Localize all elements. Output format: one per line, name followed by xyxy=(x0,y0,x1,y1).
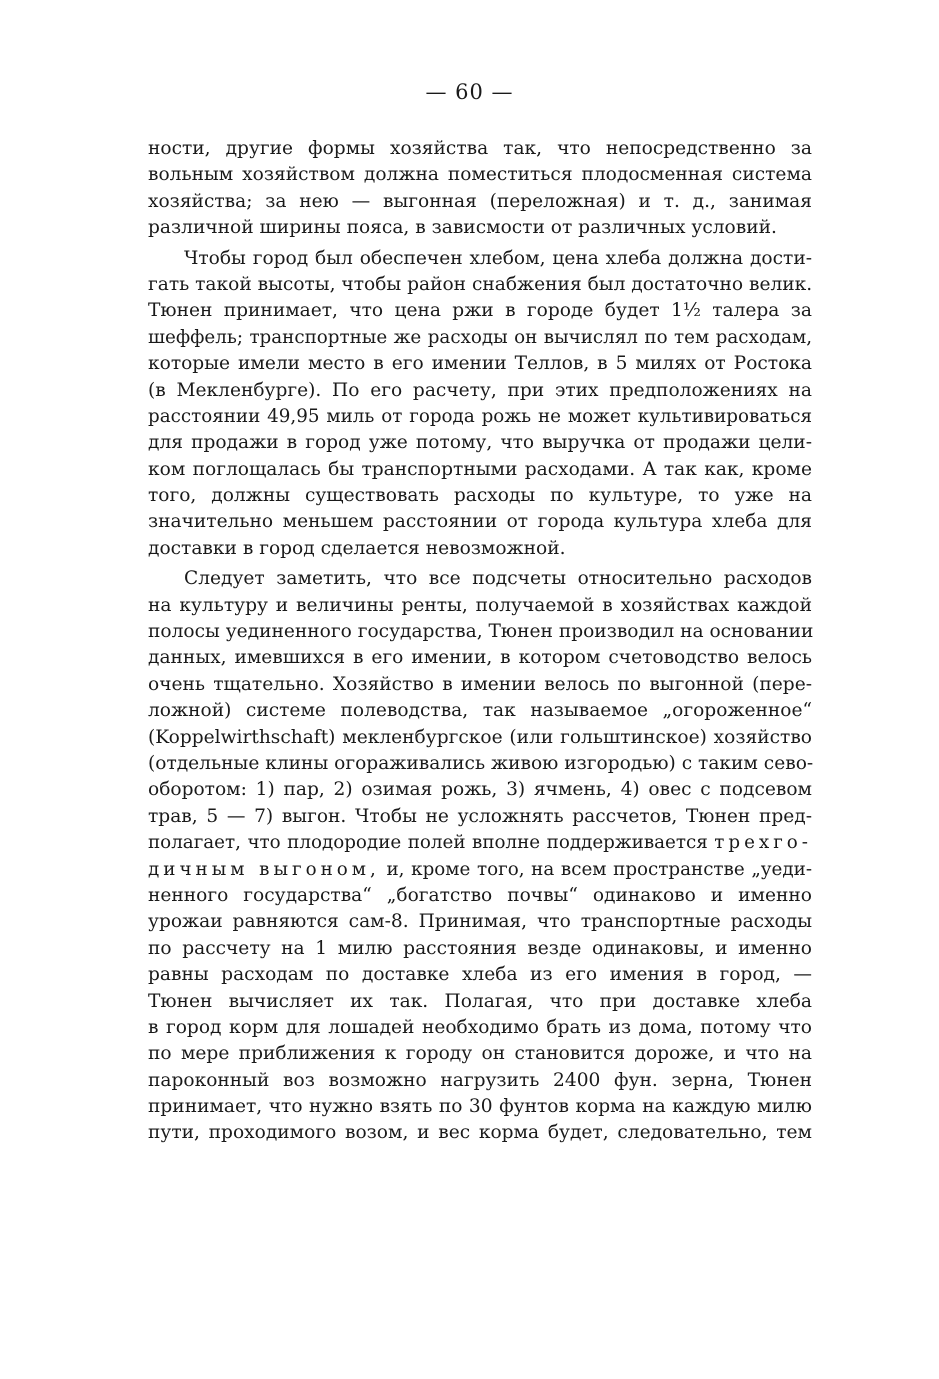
text-line: по рассчету на 1 милю расстояния везде одинаковы, и именно xyxy=(148,937,812,959)
text-line: различной ширины пояса, в зависмости от различных условий. xyxy=(148,217,777,239)
text-line: очень тщательно. Хозяйство в имении велось по выгонной (пере- xyxy=(148,673,812,695)
text-line: Следует заметить, что все подсчеты относительно расходов xyxy=(184,568,812,590)
emphasized-text: трехго- xyxy=(714,832,812,854)
text-line: пароконный воз возможно нагрузить 2400 фун. зерна, Тюнен xyxy=(148,1069,812,1091)
text-line: данных, имевшихся в его имении, в котором счетоводство велось xyxy=(148,647,812,669)
text-line: расстоянии 49,95 миль от города рожь не может культивироваться xyxy=(148,405,812,427)
text-line: по мере приближения к городу он становится дороже, и что на xyxy=(148,1043,812,1065)
text-line: (в Мекленбурге). По его расчету, при этих предположениях на xyxy=(148,379,812,401)
text-line xyxy=(148,857,812,883)
text-line: принимает, что нужно взять по 30 фунтов корма на каждую милю xyxy=(148,1096,812,1118)
text-line: хозяйства; за нею — выгонная (переложная) и т. д., занимая xyxy=(148,190,812,212)
page-number: — 60 — xyxy=(425,80,514,104)
text-line: вольным хозяйством должна поместиться плодосменная система xyxy=(148,164,812,186)
text-line: оборотом: 1) пар, 2) озимая рожь, 3) ячмень, 4) овес с подсевом xyxy=(148,779,812,801)
text-line: Тюнен вычисляет их так. Полагая, что при доставке хлеба xyxy=(148,990,812,1012)
text-line: (Koppelwirthschaft) мекленбургское (или гольштинское) хозяйство xyxy=(148,726,812,748)
text-line: пути, проходимого возом, и вес корма будет, следовательно, тем xyxy=(148,1122,812,1144)
text-line: ложной) системе полеводства, так называемое „огороженное“ xyxy=(148,700,812,722)
text-line: урожаи равняются сам-8. Принимая, что транспортные расходы xyxy=(148,911,812,933)
text-line: шеффель; транспортные же расходы он вычислял по тем расходам, xyxy=(148,326,812,348)
text-line: для продажи в город уже потому, что выручка от продажи цели- xyxy=(148,432,812,454)
text-line: на культуру и величины ренты, получаемой в хозяйствах каждой xyxy=(148,594,812,616)
text-line: равны расходам по доставке хлеба из его имения в город, — xyxy=(148,964,812,986)
text-line: Чтобы город был обеспечен хлебом, цена хлеба должна дости- xyxy=(184,247,812,269)
text-fragment: и, кроме того, на всем пространстве „уеди- xyxy=(386,858,812,880)
text-line: ности, другие формы хозяйства так, что непосредственно за xyxy=(148,138,812,159)
text-line: доставки в город сделается невозможной. xyxy=(148,537,566,559)
text-line: того, должны существовать расходы по культуре, то уже на xyxy=(148,485,812,507)
text-line: Тюнен принимает, что цена ржи в городе будет 1½ талера за xyxy=(148,300,812,322)
text-line: (отдельные клины огораживались живою изгородью) с таким сево- xyxy=(148,752,814,774)
text-fragment: полагает, что плодородие полей вполне поддерживается xyxy=(148,832,708,854)
text-line xyxy=(148,830,812,856)
emphasized-text: дичным выгоном, xyxy=(148,858,380,880)
text-line: трав, 5 — 7) выгон. Чтобы не усложнять рассчетов, Тюнен пред- xyxy=(148,805,812,827)
text-line: в город корм для лошадей необходимо брать из дома, потому что xyxy=(148,1016,812,1038)
text-line: значительно меньшем расстоянии от города культура хлеба для xyxy=(148,511,812,533)
text-line: полосы уединенного государства, Тюнен производил на основании xyxy=(148,621,814,643)
text-line: ком поглощалась бы транспортными расходами. А так как, кроме xyxy=(148,458,812,480)
text-line: которые имели место в его имении Теллов, в 5 милях от Ростока xyxy=(148,353,812,375)
text-line: ненного государства“ „богатство почвы“ одинаково и именно xyxy=(148,884,812,906)
body-text xyxy=(148,136,812,1147)
text-line: гать такой высоты, чтобы район снабжения был достаточно велик. xyxy=(148,273,813,295)
